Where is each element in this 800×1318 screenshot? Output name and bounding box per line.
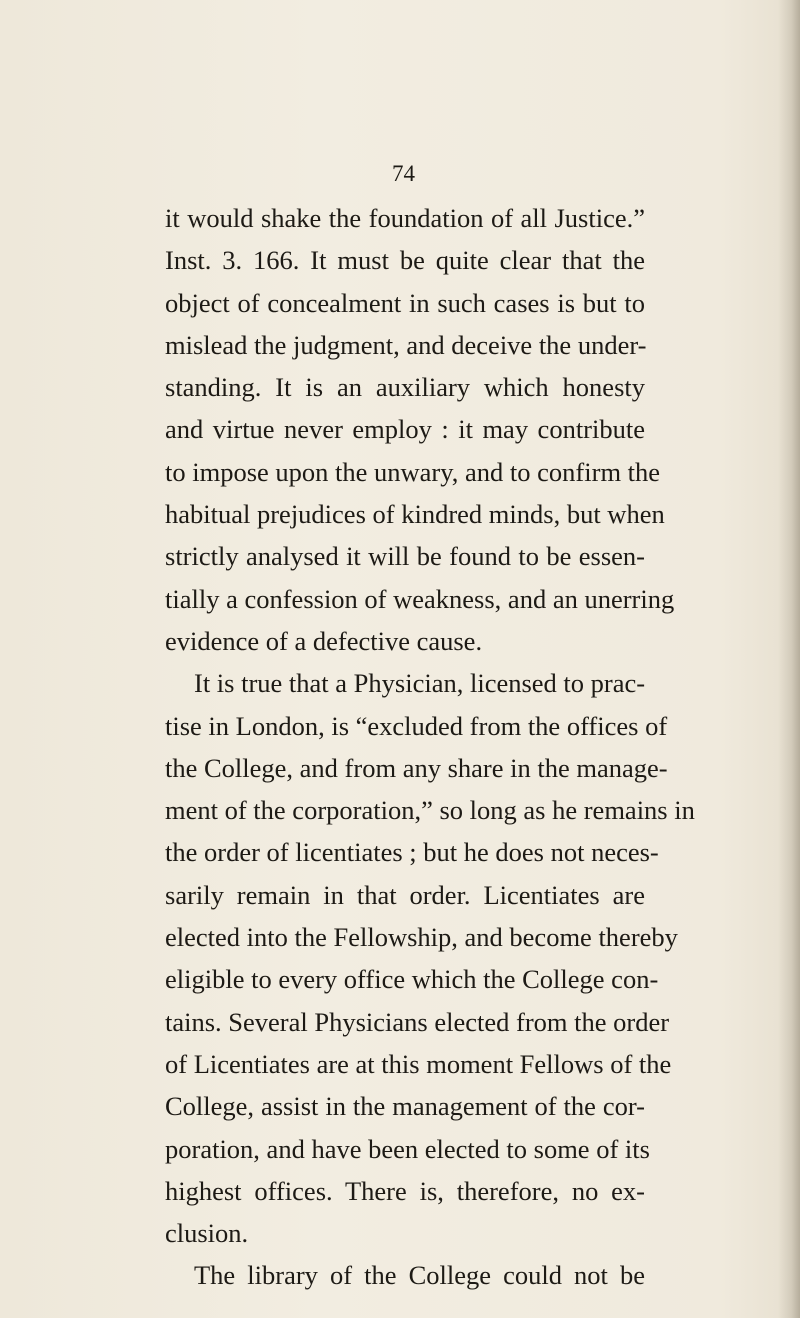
- text-line: highest offices. There is, therefore, no ex-: [165, 1175, 645, 1206]
- text-line: mislead the judgment, and deceive the under-: [165, 329, 647, 360]
- text-line: ment of the corporation,” so long as he remains in: [165, 795, 695, 826]
- text-line: tise in London, is “excluded from the offices of: [165, 710, 668, 741]
- text-line: clusion.: [165, 1218, 249, 1249]
- text-line: sarily remain in that order. Licentiates are: [165, 879, 645, 910]
- text-line: tains. Several Physicians elected from the order: [165, 1006, 670, 1037]
- text-line: tially a confession of weakness, and an unerring: [165, 583, 675, 614]
- text-line: and virtue never employ : it may contribute: [165, 414, 645, 445]
- page-edge-shadow: [778, 0, 800, 1318]
- text-line: elected into the Fellowship, and become thereby: [165, 922, 678, 953]
- text-line: Inst. 3. 166. It must be quite clear that the: [165, 245, 645, 276]
- text-line: poration, and have been elected to some of its: [165, 1133, 650, 1164]
- paragraph-start-line: The library of the College could not be: [194, 1260, 645, 1291]
- paragraph-start-line: It is true that a Physician, licensed to prac-: [194, 668, 646, 699]
- text-line: evidence of a defective cause.: [165, 625, 483, 656]
- text-line: to impose upon the unwary, and to confirm the: [165, 456, 661, 487]
- page-number: 74: [392, 161, 415, 186]
- text-line: of Licentiates are at this moment Fellows of the: [165, 1048, 672, 1079]
- text-line: standing. It is an auxiliary which honesty: [165, 372, 645, 403]
- text-line: it would shake the foundation of all Justice.”: [165, 203, 645, 233]
- text-line: College, assist in the management of the cor-: [165, 1091, 645, 1122]
- text-line: the order of licentiates ; but he does not neces-: [165, 837, 659, 868]
- text-line: the College, and from any share in the manage-: [165, 752, 668, 783]
- body-text: [165, 197, 695, 1297]
- text-line: habitual prejudices of kindred minds, but when: [165, 499, 665, 530]
- text-line: strictly analysed it will be found to be essen-: [165, 541, 645, 572]
- text-line: eligible to every office which the College con-: [165, 964, 659, 995]
- text-line: object of concealment in such cases is but to: [165, 287, 645, 318]
